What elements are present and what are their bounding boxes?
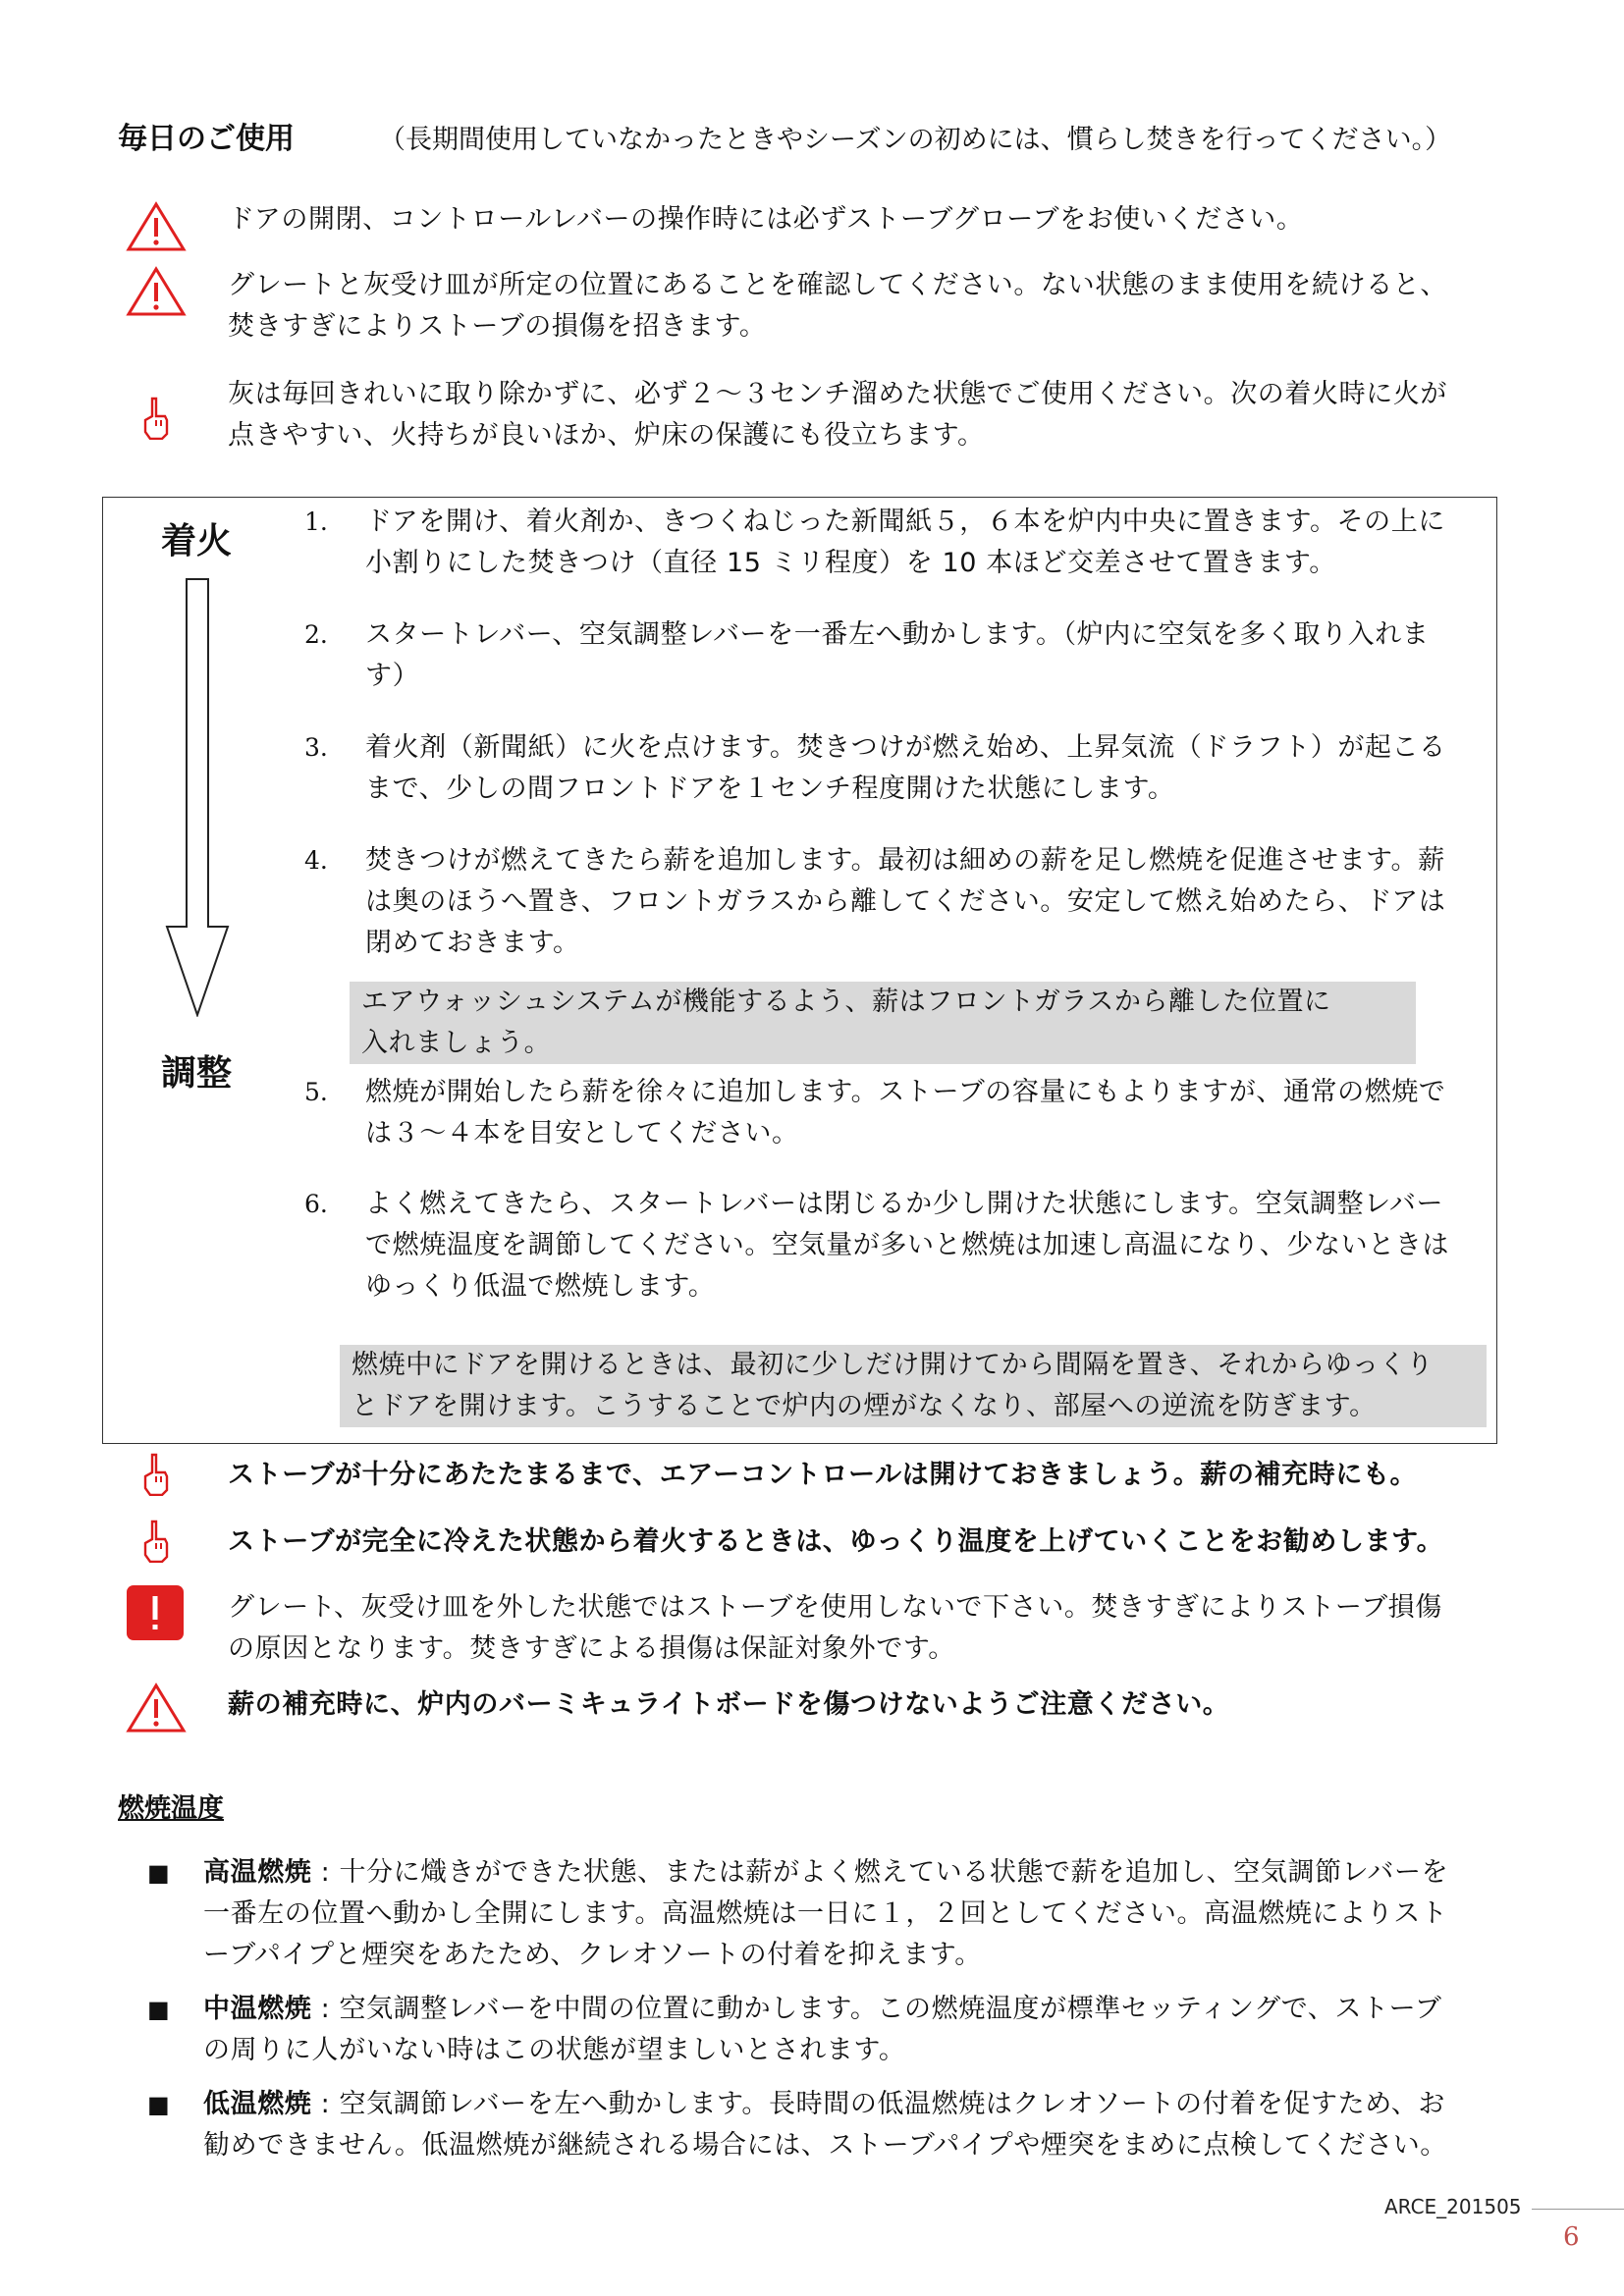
warning-triangle-icon [126, 1682, 187, 1734]
bullet-icon: ■ [147, 1996, 170, 2023]
down-arrow-icon [165, 577, 230, 1017]
step-number: 3. [304, 733, 328, 762]
bullet-icon: ■ [147, 2091, 170, 2118]
heading-note: （長期間使用していなかったときやシーズンの初めには、慣らし焚きを行ってください。） [379, 125, 1452, 155]
document-code: ARCE_201505 [1384, 2195, 1522, 2218]
pointing-hand-icon [143, 1520, 169, 1563]
warning-text-vermiculite: 薪の補充時に、炉内のバーミキュライトボードを傷つけないようご注意ください。 [228, 1689, 1230, 1720]
page-title: 毎日のご使用 [118, 122, 295, 156]
step-number: 4. [304, 846, 328, 875]
combustion-item-medium: 中温燃焼 : 空気調整レバーを中間の位置に動かします。この燃焼温度が標準セッティングで、ストーブ の周りに人がいない時はこの状態が望ましいとされます。 [203, 1994, 1442, 2065]
tip-text-ash: 灰は毎回きれいに取り除かずに、必ず２～３センチ溜めた状態でご使用ください。次の着火時に火が 点きやすい、火持ちが良いほか、炉床の保護にも役立ちます。 [228, 379, 1447, 451]
warning-triangle-icon [126, 201, 187, 252]
step-number: 2. [304, 620, 328, 649]
bullet-icon: ■ [147, 1859, 170, 1887]
step-text: ドアを開け、着火剤か、きつくねじった新聞紙５，６本を炉内中央に置きます。その上に 小割りにした焚きつけ（直径 15 ミリ程度）を 10 本ほど交差させて置きます。 [365, 507, 1445, 578]
end-label: 調整 [161, 1053, 233, 1094]
step-text: よく燃えてきたら、スタートレバーは閉じるか少し開けた状態にします。空気調整レバー で燃焼温度を調節してください。空気量が多いと燃焼は加速し高温になり、少ないときは ゆっくり低温で燃焼します。 [365, 1189, 1449, 1302]
combustion-item-low: 低温燃焼 : 空気調節レバーを左へ動かします。長時間の低温燃焼はクレオソートの付着を促すため、お 勧めできません。低温燃焼が継続される場合には、ストーブパイプや煙突をまめに点検してください。 [203, 2089, 1447, 2161]
warning-text-grate: グレートと灰受け皿が所定の位置にあることを確認してください。ない状態のまま使用を続けると、 焚きすぎによりストーブの損傷を招きます。 [228, 270, 1447, 342]
air-wash-note: エアウォッシュシステムが機能するよう、薪はフロントガラスから離した位置に 入れましょう。 [350, 982, 1416, 1064]
section-title-combustion: 燃焼温度 [118, 1793, 224, 1824]
footer-divider [1532, 2209, 1624, 2210]
step-number: 1. [304, 507, 328, 536]
page-number: 6 [1563, 2222, 1580, 2252]
step-text: 燃焼が開始したら薪を徐々に追加します。ストーブの容量にもよりますが、通常の燃焼で は３～４本を目安としてください。 [365, 1077, 1446, 1148]
step-text: スタートレバー、空気調整レバーを一番左へ動かします。（炉内に空気を多く取り入れま す） [365, 619, 1430, 691]
combustion-item-high: 高温燃焼 : 十分に熾きができた状態、または薪がよく燃えている状態で薪を追加し、空気調節レバーを 一番左の位置へ動かし全開にします。高温燃焼は一日に１，２回としてください。高温燃焼によりスト ーブパイプと煙突をあたため、クレオソートの付着を抑えます。 [203, 1857, 1449, 1970]
step-number: 6. [304, 1190, 328, 1218]
step-number: 5. [304, 1078, 328, 1106]
pointing-hand-icon [143, 397, 169, 440]
pointing-hand-icon [143, 1453, 169, 1496]
warning-text-no-grate: グレート、灰受け皿を外した状態ではストーブを使用しないで下さい。焚きすぎによりストーブ損傷 の原因となります。焚きすぎによる損傷は保証対象外です。 [228, 1592, 1442, 1664]
start-label: 着火 [161, 521, 233, 561]
exclamation-box-icon [126, 1584, 185, 1641]
warning-triangle-icon [126, 266, 187, 317]
door-note: 燃焼中にドアを開けるときは、最初に少しだけ開けてから間隔を置き、それからゆっくり とドアを開けます。こうすることで炉内の煙がなくなり、部屋への逆流を防ぎます。 [340, 1345, 1487, 1427]
tip-text-warm-up: ストーブが完全に冷えた状態から着火するときは、ゆっくり温度を上げていくことをお勧めします。 [228, 1526, 1444, 1557]
warning-text-gloves: ドアの開閉、コントロールレバーの操作時には必ずストーブグローブをお使いください。 [228, 204, 1304, 235]
step-text: 着火剤（新聞紙）に火を点けます。焚きつけが燃え始め、上昇気流（ドラフト）が起こる まで、少しの間フロントドアを１センチ程度開けた状態にします。 [365, 732, 1446, 804]
step-text: 焚きつけが燃えてきたら薪を追加します。最初は細めの薪を足し燃焼を促進させます。薪 は奥のほうへ置き、フロントガラスから離してください。安定して燃え始めたら、ドアは 閉めておきます。 [365, 845, 1446, 958]
tip-text-air-control: ストーブが十分にあたたまるまで、エアーコントロールは開けておきましょう。薪の補充時にも。 [228, 1460, 1418, 1490]
